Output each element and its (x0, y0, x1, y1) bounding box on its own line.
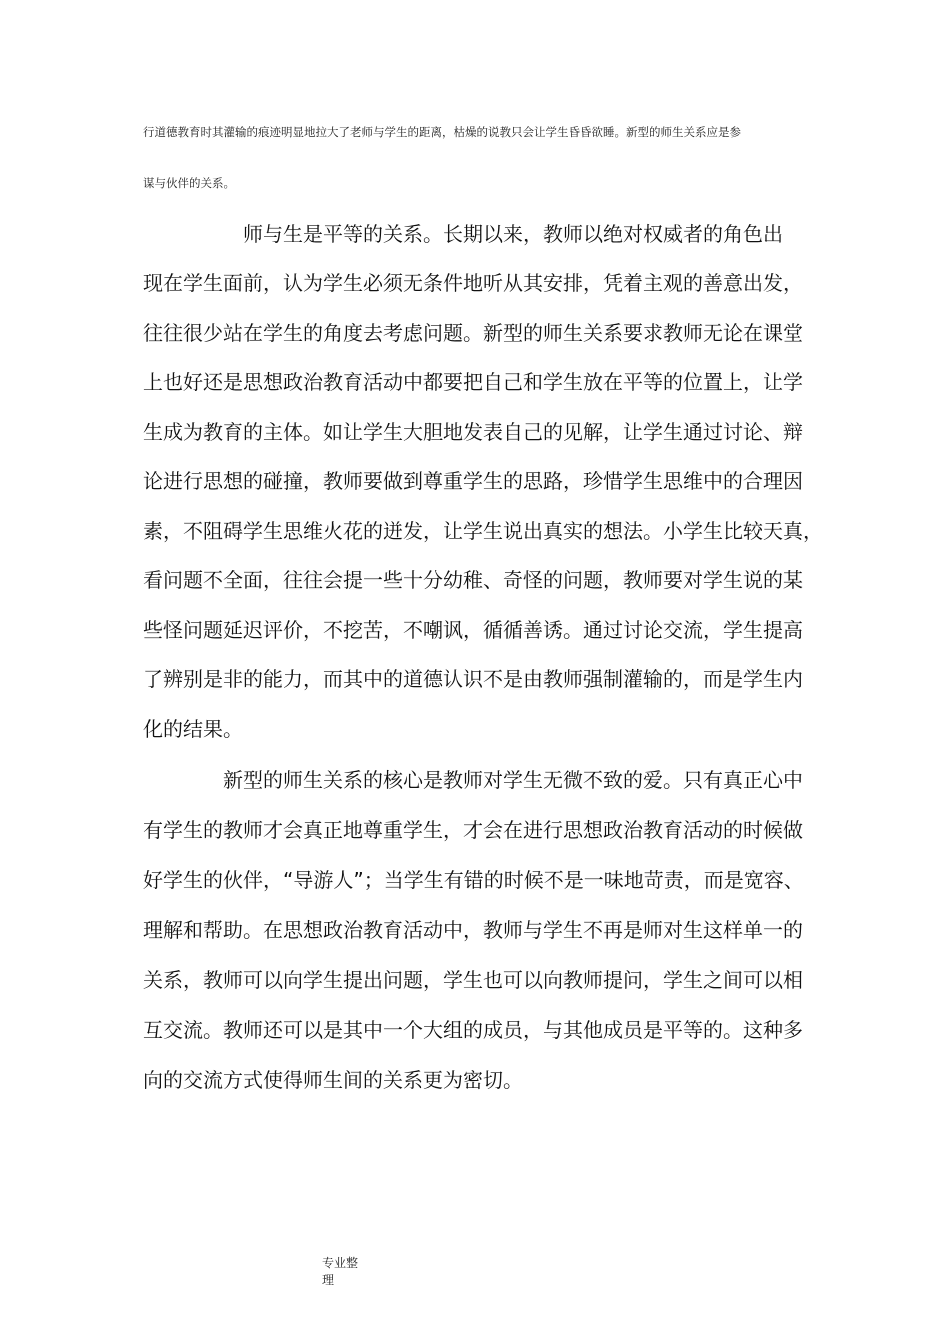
paragraph-1-line-2: 现在学生面前，认为学生必须无条件地听从其安排，凭着主观的善意出发， (143, 271, 803, 295)
paragraph-1-line-7: 素，不阻碍学生思维火花的迸发，让学生说出真实的想法。小学生比较天真， (143, 519, 823, 543)
paragraph-2-line-2: 有学生的教师才会真正地尊重学生，才会在进行思想政治教育活动的时候做 (143, 818, 803, 842)
paragraph-1-line-5: 生成为教育的主体。如让学生大胆地发表自己的见解，让学生通过讨论、辩 (143, 420, 803, 444)
paragraph-1-line-8: 看问题不全面，往往会提一些十分幼稚、奇怪的问题，教师要对学生说的某 (143, 568, 803, 592)
paragraph-2-line-7: 向的交流方式使得师生间的关系更为密切。 (143, 1068, 523, 1092)
paragraph-1-line-3: 往往很少站在学生的角度去考虑问题。新型的师生关系要求教师无论在课堂 (143, 321, 803, 345)
intro-line-2: 谋与伙伴的关系。 (143, 176, 235, 190)
paragraph-1-line-6: 论进行思想的碰撞，教师要做到尊重学生的思路，珍惜学生思维中的合理因 (143, 469, 803, 493)
paragraph-2-line-1: 新型的师生关系的核心是教师对学生无微不致的爱。只有真正心中 (223, 768, 803, 792)
paragraph-1-line-9: 些怪问题延迟评价，不挖苦，不嘲讽，循循善诱。通过讨论交流，学生提高 (143, 618, 803, 642)
paragraph-1-line-4: 上也好还是思想政治教育活动中都要把自己和学生放在平等的位置上，让学 (143, 370, 803, 394)
intro-line-1: 行道德教育时其灌输的痕迹明显地拉大了老师与学生的距离，枯燥的说教只会让学生昏昏欲睡。新型的师生关系应是参 (143, 125, 741, 139)
paragraph-1-line-1: 师与生是平等的关系。长期以来，教师以绝对权威者的角色出 (243, 222, 783, 246)
footer-line-1: 专业整 (322, 1256, 359, 1270)
paragraph-1-line-10: 了辨别是非的能力，而其中的道德认识不是由教师强制灌输的，而是学生内 (143, 667, 803, 691)
footer-line-2: 理 (322, 1273, 335, 1287)
paragraph-2-line-3: 好学生的伙伴，“导游人”；当学生有错的时候不是一味地苛责，而是宽容、 (143, 868, 804, 892)
paragraph-2-line-6: 互交流。教师还可以是其中一个大组的成员，与其他成员是平等的。这种多 (143, 1018, 803, 1042)
paragraph-1-line-11: 化的结果。 (143, 717, 243, 741)
paragraph-2-line-5: 关系，教师可以向学生提出问题，学生也可以向教师提问，学生之间可以相 (143, 968, 803, 992)
paragraph-2-line-4: 理解和帮助。在思想政治教育活动中，教师与学生不再是师对生这样单一的 (143, 918, 803, 942)
